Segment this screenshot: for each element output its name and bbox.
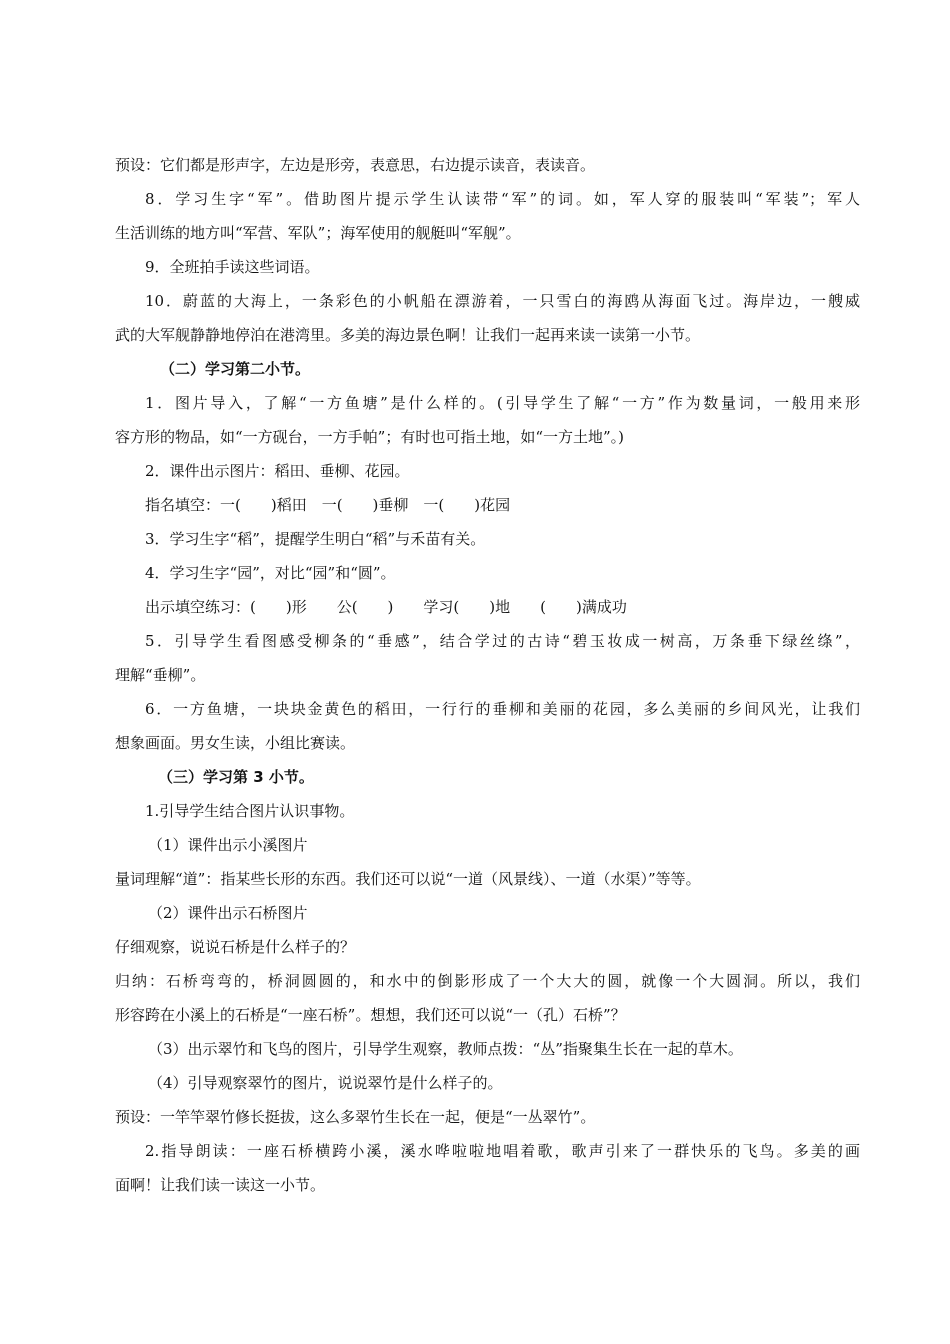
text-line-item-8: 8．学习生字“军”。借助图片提示学生认读带“军”的词。如，军人穿的服装叫“军装”；军人 — [145, 190, 860, 208]
text-line-s3-item-2-cont: 面啊！让我们读一读这一小节。 — [115, 1176, 326, 1194]
text-line-s2-item-6: 6．一方鱼塘，一块块金黄色的稻田，一行行的垂柳和美丽的花园，多么美丽的乡间风光，让我们 — [145, 700, 860, 718]
text-line-s3-sub-4: （4）引导观察翠竹的图片，说说翠竹是什么样子的。 — [148, 1074, 503, 1092]
section-heading-3: （三）学习第 3 小节。 — [158, 768, 314, 786]
section-heading-2: （二）学习第二小节。 — [160, 360, 311, 378]
text-line-preset-2: 预设：一竿竿翠竹修长挺拔，这么多翠竹生长在一起，便是“一丛翠竹”。 — [115, 1108, 596, 1126]
text-line-s3-item-2: 2.指导朗读：一座石桥横跨小溪，溪水哗啦啦地唱着歌，歌声引来了一群快乐的飞鸟。多美的画 — [145, 1142, 860, 1160]
text-line-preset-1: 预设：它们都是形声字，左边是形旁，表意思，右边提示读音，表读音。 — [115, 156, 596, 174]
text-line-s3-summary: 归纳：石桥弯弯的，桥洞圆圆的，和水中的倒影形成了一个大大的圆，就像一个大圆洞。所以，我们 — [115, 972, 860, 990]
text-line-s2-item-1: 1．图片导入，了解“一方鱼塘”是什么样的。(引导学生了解“一方”作为数量词，一般用来形 — [145, 394, 860, 412]
text-line-s3-summary-cont: 形容跨在小溪上的石桥是“一座石桥”。想想，我们还可以说“一（孔）石桥”？ — [115, 1006, 626, 1024]
text-line-item-9: 9．全班拍手读这些词语。 — [145, 258, 320, 276]
text-line-item-10-cont: 武的大军舰静静地停泊在港湾里。多美的海边景色啊！让我们一起再来读一读第一小节。 — [115, 326, 701, 344]
text-line-s2-item-1-cont: 容方形的物品，如“一方砚台，一方手帕”；有时也可指土地，如“一方土地”。) — [115, 428, 625, 446]
text-line-s2-item-2: 2．课件出示图片：稻田、垂柳、花园。 — [145, 462, 410, 480]
text-line-s2-item-5: 5．引导学生看图感受柳条的“垂感”，结合学过的古诗“碧玉妆成一树高，万条垂下绿丝绦”， — [145, 632, 860, 650]
text-line-s2-item-3: 3．学习生字“稻”，提醒学生明白“稻”与禾苗有关。 — [145, 530, 486, 548]
text-line-s2-item-4: 4．学习生字“园”，对比“园”和“圆”。 — [145, 564, 396, 582]
text-line-s3-sub-1: （1）课件出示小溪图片 — [148, 836, 308, 854]
text-line-s3-sub-2-question: 仔细观察，说说石桥是什么样子的？ — [115, 938, 356, 956]
text-line-s3-sub-3: （3）出示翠竹和飞鸟的图片，引导学生观察，教师点拨：“丛”指聚集生长在一起的草木。 — [148, 1040, 743, 1058]
text-line-s3-sub-1-body: 量词理解“道”：指某些长形的东西。我们还可以说“一道（风景线）、一道（水渠）”等等。 — [115, 870, 701, 888]
text-line-s3-sub-2: （2）课件出示石桥图片 — [148, 904, 308, 922]
text-line-item-8-cont: 生活训练的地方叫“军营、军队”；海军使用的舰艇叫“军舰”。 — [115, 224, 521, 242]
text-line-item-10: 10．蔚蓝的大海上，一条彩色的小帆船在漂游着，一只雪白的海鸥从海面飞过。海岸边，一艘威 — [145, 292, 860, 310]
text-line-s3-item-1: 1.引导学生结合图片认识事物。 — [145, 802, 355, 820]
text-line-s2-item-6-cont: 想象画面。男女生读，小组比赛读。 — [115, 734, 356, 752]
text-line-fill-blank-2: 出示填空练习：( )形 公( ) 学习( )地 ( )满成功 — [145, 598, 627, 616]
text-line-s2-item-5-cont: 理解“垂柳”。 — [115, 666, 206, 684]
text-line-fill-blank-1: 指名填空：一( )稻田 一( )垂柳 一( )花园 — [145, 496, 511, 514]
